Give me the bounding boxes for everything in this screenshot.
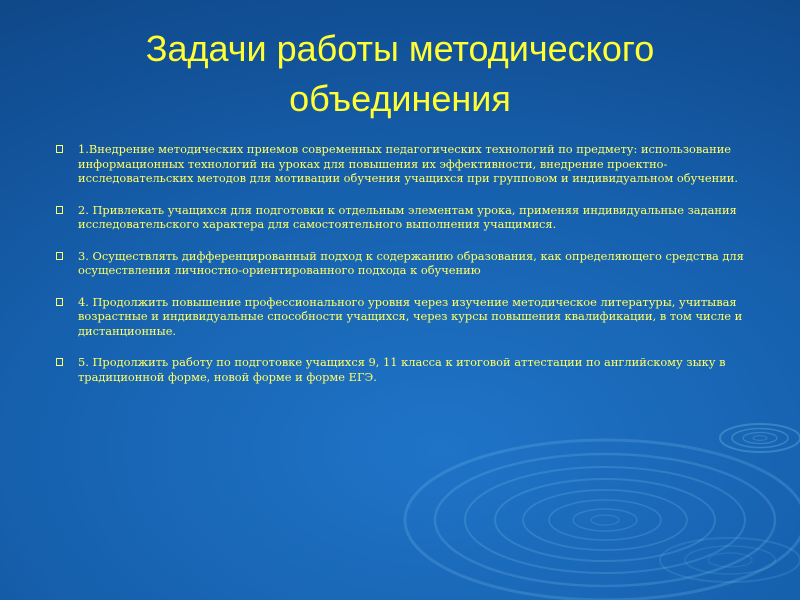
task-item-4: [56, 295, 756, 339]
task-text-2: 2. Привлекать учащихся для подготовки к отдельным элементам урока, применяя индивидуальные задания исследовательского характера для самостоятельного выполнения учащимися.: [78, 202, 737, 231]
task-list: [56, 142, 756, 401]
task-item-2: [56, 203, 756, 232]
square-bullet-icon: [56, 358, 63, 366]
task-text-1: 1.Внедрение методических приемов современных педагогических технологий по предмету: использование информационных технологий на уроках для повышения их эффективности, внедрение проектно-исследовательских методов для мотивации обучения учащихся при групповом и индивидуальном обучении.: [78, 142, 738, 185]
task-text-3: 3. Осуществлять дифференцированный подход к содержанию образования, как определяющего средства для осуществления личностно-ориентированного подхода к обучению: [78, 248, 744, 277]
task-item-5: [56, 355, 756, 384]
task-item-3: [56, 249, 756, 278]
task-item-1: [56, 142, 756, 186]
slide-title: Задачи работы методического объединения: [145, 28, 655, 119]
square-bullet-icon: [56, 298, 63, 306]
square-bullet-icon: [56, 206, 63, 214]
task-text-4: 4. Продолжить повышение профессионального уровня через изучение методическое литературы, учитывая возрастные и индивидуальные способности учащихся, через курсы повышения квалификации, в том числе и дистанционные.: [78, 294, 743, 338]
square-bullet-icon: [56, 145, 63, 153]
square-bullet-icon: [56, 252, 63, 260]
task-text-5: 5. Продолжить работу по подготовке учащихся 9, 11 класса к итоговой аттестации по английскому зыку в традиционной форме, новой форме и форме ЕГЭ.: [78, 355, 726, 384]
